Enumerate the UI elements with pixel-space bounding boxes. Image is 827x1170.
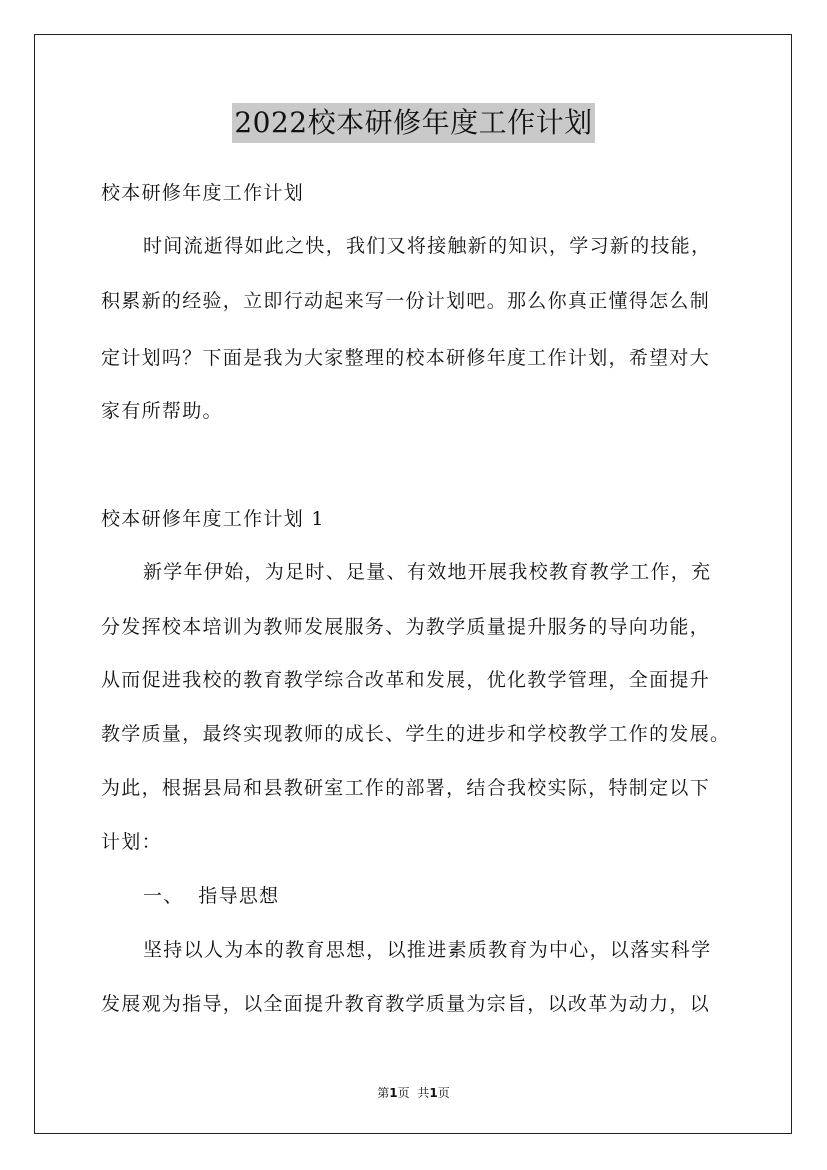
paragraph-line: 新学年伊始，为足时、足量、有效地开展我校教育教学工作，充 <box>143 561 712 583</box>
paragraph-line: 积累新的经验，立即行动起来写一份计划吧。那么你真正懂得怎么制 <box>101 290 711 312</box>
total-suffix: 页 <box>437 1086 450 1100</box>
document-title: 2022校本研修年度工作计划 <box>232 103 594 143</box>
page-suffix: 页 <box>397 1086 410 1100</box>
section-heading: 一、 指导思想 <box>143 885 280 907</box>
page-footer <box>0 1085 827 1101</box>
paragraph-line: 家有所帮助。 <box>101 400 223 422</box>
paragraph-line: 教学质量，最终实现教师的成长、学生的进步和学校教学工作的发展。 <box>101 723 731 745</box>
paragraph-line: 从而促进我校的教育教学综合改革和发展，优化教学管理，全面提升 <box>101 669 711 691</box>
section-heading: 校本研修年度工作计划 1 <box>101 508 325 530</box>
paragraph-line: 坚持以人为本的教育思想，以推进素质教育为中心，以落实科学 <box>143 939 712 961</box>
paragraph-line: 定计划吗？下面是我为大家整理的校本研修年度工作计划，希望对大 <box>101 347 711 369</box>
paragraph-line: 计划： <box>101 831 162 853</box>
paragraph-line: 为此，根据县局和县教研室工作的部署，结合我校实际，特制定以下 <box>101 777 711 799</box>
paragraph-line: 分发挥校本培训为教师发展服务、为教学质量提升服务的导向功能， <box>101 616 711 638</box>
paragraph-line: 发展观为指导，以全面提升教育教学质量为宗旨，以改革为动力，以 <box>101 993 711 1015</box>
page-number: 1 <box>389 1086 398 1100</box>
total-pages: 1 <box>429 1086 438 1100</box>
total-prefix: 共 <box>417 1086 430 1100</box>
page-prefix: 第 <box>377 1086 390 1100</box>
subheading: 校本研修年度工作计划 <box>101 182 305 204</box>
title-container <box>0 103 827 143</box>
paragraph-line: 时间流逝得如此之快，我们又将接触新的知识，学习新的技能， <box>143 235 712 257</box>
